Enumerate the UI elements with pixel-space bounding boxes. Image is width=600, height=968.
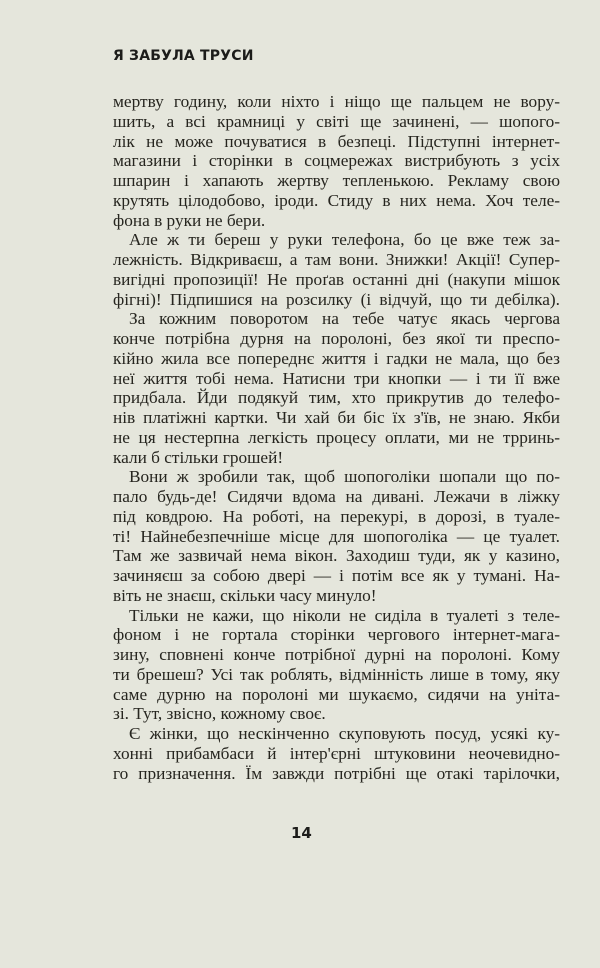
text-line: ті! Найнебезпечніше місце для шопоголіка — це туалет. — [113, 526, 560, 546]
text-line: Там же зазвичай нема вікон. Заходиш туди, як у казино, — [113, 546, 560, 566]
text-line: віть не знаєш, скільки часу минуло! — [113, 585, 377, 605]
text-line: Є жінки, що нескінченно скуповують посуд, усякі ку- — [129, 724, 560, 743]
text-line: придбала. Йди подякуй тим, хто прикрутив до телефо- — [113, 388, 560, 408]
text-line: зину, сповнені конче потрібної дурні на поролоні. Кому — [113, 645, 560, 664]
text-line: Вони ж зробили так, щоб шопоголіки шопали що по- — [129, 467, 560, 487]
text-line: під ковдрою. На роботі, на перекурі, в дорозі, в туале- — [113, 506, 560, 526]
text-line: мертву годину, коли ніхто і ніщо ще пальцем не вору- — [113, 92, 560, 111]
body-text — [113, 92, 560, 783]
text-line: фоном і не гортала сторінки чергового інтернет-мага- — [113, 625, 560, 645]
running-title: Я ЗАБУЛА ТРУСИ — [113, 48, 254, 64]
text-line: Але ж ти береш у руки телефона, бо це вже теж за- — [129, 230, 560, 250]
text-line: фона в руки не бери. — [113, 210, 266, 230]
text-line: кійно жила все попереднє життя і гадки не мала, що без — [113, 348, 560, 368]
text-line: го призначення. Їм завжди потрібні ще отакі тарілочки, — [113, 763, 560, 783]
page-number: 14 — [291, 824, 312, 842]
text-line: шить, а всі крамниці у світі ще зачинені, — шопого- — [113, 111, 560, 131]
text-line: зачиняєш за собою двері — і потім все як у тумані. На- — [113, 566, 560, 585]
text-line: лік не може почуватися в безпеці. Підступні інтернет- — [113, 131, 560, 151]
text-line: шпарин і хапають жертву тепленькою. Рекламу свою — [113, 171, 560, 190]
text-line: ти брешеш? Усі так роблять, відмінність лише в тому, яку — [113, 664, 560, 684]
text-line: крутять цілодобово, іроди. Стиду в них нема. Хоч теле- — [113, 190, 560, 210]
text-line: кали б стільки грошей! — [113, 447, 284, 467]
text-line: За кожним поворотом на тебе чатує якась чергова — [129, 309, 560, 329]
text-line: саме дурню на поролоні ми шукаємо, сидячи на уніта- — [113, 684, 560, 704]
text-line: лежність. Відкриваєш, а там вони. Знижки! Акції! Супер- — [113, 250, 560, 269]
text-line: неї життя тобі нема. Натисни три кнопки — і ти її вже — [113, 368, 560, 388]
text-line: зі. Тут, звісно, кожному своє. — [113, 704, 326, 724]
text-line: хонні прибамбаси й інтер'єрні штуковини неочевидно- — [113, 743, 560, 763]
text-line: вигідні пропозиції! Не проґав останні дні (накупи мішок — [113, 269, 560, 289]
text-line: Тільки не кажи, що ніколи не сиділа в туалеті з теле- — [129, 605, 560, 625]
text-line: конче потрібна дурня на поролоні, без якої ти преспо- — [113, 329, 560, 348]
text-line: пало будь-де! Сидячи вдома на дивані. Лежачи в ліжку — [113, 487, 560, 506]
text-line: магазини і сторінки в соцмережах вистрибують з усіх — [113, 151, 560, 171]
text-line: нів платіжні картки. Чи хай би біс їх з'їв, не знаю. Якби — [113, 408, 560, 427]
text-line: фігні)! Підпишися на розсилку (і відчуй, що ти дебілка). — [113, 289, 560, 309]
text-line: не ця нестерпна легкість процесу оплати, ми не трринь- — [113, 427, 560, 447]
